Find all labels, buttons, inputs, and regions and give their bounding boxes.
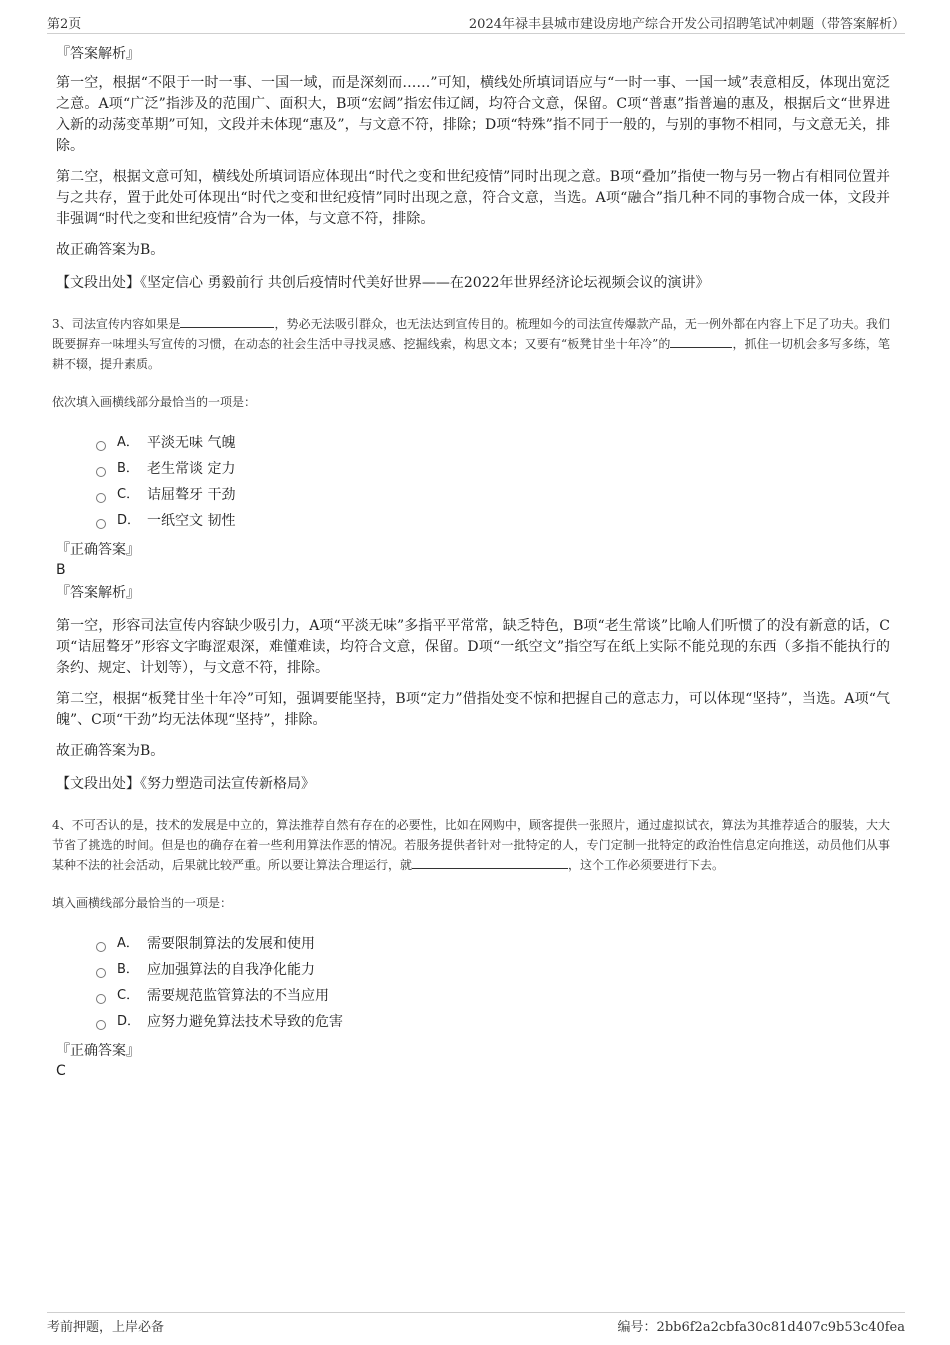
page-footer [47,1312,905,1335]
option-b[interactable]: B． 应加强算法的自我净化能力 [96,957,890,983]
footer-slogan: 考前押题，上岸必备 [47,1320,165,1335]
page-header [47,13,905,34]
analysis-label: 『答案解析』 [56,585,140,601]
analysis-paragraph: 第二空，根据“板凳甘坐十年冷”可知，强调要能坚持，B项“定力”借指处变不惊和把握自己的意志力，可以体现“坚持”，当选。A项“气魄”、C项“干劲”均无法体现“坚持”，排除。 [56,691,890,728]
option-d[interactable]: D． 一纸空文 韧性 [96,508,890,534]
radio-icon[interactable] [96,994,106,1004]
analysis-label: 『答案解析』 [56,46,140,62]
radio-icon[interactable] [96,441,106,451]
passage-source: 【文段出处】《努力塑造司法宣传新格局》 [56,776,315,792]
analysis-conclusion: 故正确答案为B。 [56,242,165,258]
page-number: 第2页 [47,17,82,32]
fill-blank [670,335,732,348]
correct-answer-label: 『正确答案』 [56,542,140,558]
correct-answer-value: C [56,1063,66,1079]
correct-answer-label: 『正确答案』 [56,1043,140,1059]
question-3-prompt: 依次填入画横线部分最恰当的一项是： [52,395,257,409]
page-content [52,44,890,1084]
passage-source: 【文段出处】《坚定信心 勇毅前行 共创后疫情时代美好世界——在2022年世界经济论坛视频会议的演讲》 [56,275,710,291]
option-b[interactable]: B． 老生常谈 定力 [96,456,890,482]
radio-icon[interactable] [96,968,106,978]
option-a[interactable]: A． 需要限制算法的发展和使用 [96,931,890,957]
document-title: 2024年禄丰县城市建设房地产综合开发公司招聘笔试冲刺题（带答案解析） [468,17,905,32]
fill-blank [412,856,568,869]
option-d[interactable]: D． 应努力避免算法技术导致的危害 [96,1009,890,1035]
question-4-options [96,931,890,1035]
radio-icon[interactable] [96,519,106,529]
analysis-paragraph: 第一空，形容司法宣传内容缺少吸引力，A项“平淡无味”多指平平常常，缺乏特色，B项“老生常谈”比喻人们听惯了的没有新意的话，C项“诘屈聱牙”形容文字晦涩艰深，难懂难读，均符合文意，保留。D项“一纸空文”指空写在纸上实际不能兑现的东西（多指不能执行的条约、规定、计划等），与文意不符，排除。 [56,618,890,676]
analysis-paragraph: 第一空，根据“不限于一时一事、一国一域，而是深刻而……”可知，横线处所填词语应与“一时一事、一国一域”表意相反，体现出宽泛之意。A项“广泛”指涉及的范围广、面积大，B项“宏阔”指宏伟辽阔，均符合文意，保留。C项“普惠”指普遍的惠及，根据后文“世界进入新的动荡变革期”可知，文段并未体现“惠及”，与文意不符，排除；D项“特殊”指不同于一般的，与别的事物不相同，与文意无关，排除。 [56,75,890,154]
option-c[interactable]: C． 诘屈聱牙 干劲 [96,482,890,508]
question-3-text: 3、司法宣传内容如果是 ，势必无法吸引群众，也无法达到宣传目的。梳理如今的司法宣传爆款产品，无一例外都在内容上下足了功夫。我们既要摒弃一味埋头写宣传的习惯，在动态的社会生活中寻找灵感、挖掘线索，构思文本；又要有“板凳甘坐十年冷”的 ，抓住一切机会多写多练，笔耕不辍，提升素质。 [52,317,890,371]
radio-icon[interactable] [96,1020,106,1030]
radio-icon[interactable] [96,493,106,503]
document-id: 编号：2bb6f2a2cbfa30c81d407c9b53c40fea [617,1320,905,1335]
question-3-options [96,430,890,534]
correct-answer-value: B [56,562,66,578]
question-4-text: 4、不可否认的是，技术的发展是中立的，算法推荐自然有存在的必要性，比如在网购中，顾客提供一张照片，通过虚拟试衣，算法为其推荐适合的服装，大大节省了挑选的时间。但是也的确存在着一些利用算法作恶的情况。若服务提供者针对一批特定的人，专门定制一批特定的政治性信息定向推送，动员他们从事某种不法的社会活动，后果就比较严重。所以要让算法合理运行，就 ，这个工作必须要进行下去。 [52,818,890,872]
fill-blank [180,315,274,328]
option-a[interactable]: A． 平淡无味 气魄 [96,430,890,456]
option-c[interactable]: C． 需要规范监管算法的不当应用 [96,983,890,1009]
analysis-conclusion: 故正确答案为B。 [56,743,165,759]
radio-icon[interactable] [96,467,106,477]
radio-icon[interactable] [96,942,106,952]
question-4-prompt: 填入画横线部分最恰当的一项是： [52,896,233,910]
analysis-paragraph: 第二空，根据文意可知，横线处所填词语应体现出“时代之变和世纪疫情”同时出现之意。B项“叠加”指使一物与另一物占有相同位置并与之共存，置于此处可体现出“时代之变和世纪疫情”同时出现之意，符合文意，当选。A项“融合”指几种不同的事物合成一体，文段并非强调“时代之变和世纪疫情”合为一体，与文意不符，排除。 [56,169,890,227]
